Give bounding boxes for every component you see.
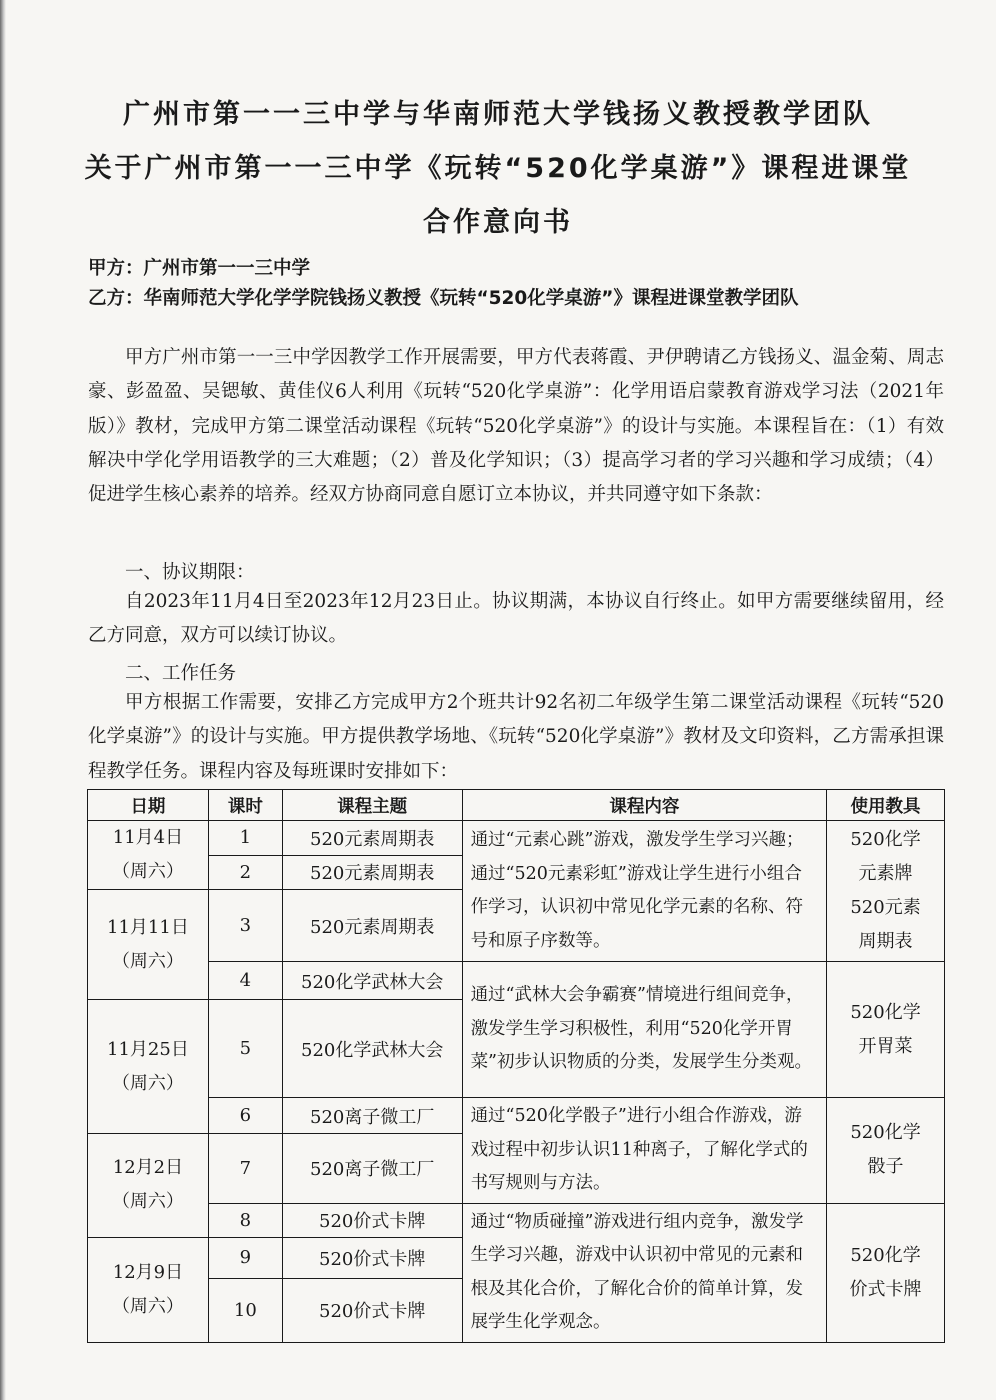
- tool-cell: [827, 962, 945, 1098]
- content-cell: 通过“520化学骰子”进行小组合作游戏，游戏过程中初步认识11种离子，了解化学式的书写规则与方法。: [462, 1098, 827, 1204]
- intro-paragraph: 甲方广州市第一一三中学因教学工作开展需要，甲方代表蒋霞、尹伊聘请乙方钱扬义、温金菊、周志豪、彭盈盈、吴锶敏、黄佳仪6人利用《玩转“520化学桌游”：化学用语启蒙教育游戏学习法（2021年版）》教材，完成甲方第二课堂活动课程《玩转“520化学桌游”》的设计与实施。本课程旨在：（1）有效解决中学化学用语教学的三大难题；（2）普及化学知识；（3）提高学习者的学习兴趣和学习成绩；（4）促进学生核心素养的培养。经双方协商同意自愿订立本协议，并共同遵守如下条款：: [88, 347, 944, 506]
- lesson-cell: 3: [208, 890, 282, 962]
- table-header-row: [88, 790, 945, 821]
- lesson-cell: 6: [208, 1098, 282, 1134]
- tool-cell: [827, 1098, 945, 1204]
- date-text: 11月11日: [107, 916, 189, 938]
- title-line-3: 合作意向书: [423, 207, 573, 238]
- tool-cell: [827, 1203, 945, 1342]
- tool-text: 骰子: [867, 1156, 904, 1178]
- lesson-cell: 8: [208, 1203, 282, 1237]
- topic-cell: 520价式卡牌: [282, 1237, 462, 1278]
- tool-text: 520化学: [850, 1244, 921, 1266]
- header-content: 课程内容: [462, 790, 827, 821]
- party-a: [88, 254, 310, 280]
- table-row: [88, 962, 945, 1000]
- section-1-heading: 一、协议期限：: [125, 562, 255, 583]
- content-cell: 通过“元素心跳”游戏，激发学生学习兴趣；通过“520元素彩虹”游戏让学生进行小组合作学习，认识初中常见化学元素的名称、符号和原子序数等。: [462, 821, 827, 962]
- lesson-cell: 9: [208, 1237, 282, 1278]
- title-line-2: 关于广州市第一一三中学《玩转“520化学桌游”》课程进课堂: [84, 153, 912, 184]
- topic-cell: 520离子微工厂: [282, 1098, 462, 1134]
- header-topic: 课程主题: [282, 790, 462, 821]
- party-a-value: 广州市第一一三中学: [143, 258, 311, 279]
- lesson-cell: 2: [208, 855, 282, 890]
- date-cell: [88, 1134, 209, 1238]
- section-2-heading: 二、工作任务: [125, 663, 237, 684]
- date-cell: [88, 821, 209, 890]
- header-date: 日期: [88, 790, 209, 821]
- party-b: [88, 284, 798, 310]
- topic-cell: 520价式卡牌: [282, 1278, 462, 1342]
- lesson-cell: 10: [208, 1278, 282, 1342]
- topic-cell: 520价式卡牌: [282, 1203, 462, 1237]
- content-cell: 通过“物质碰撞”游戏进行组内竞争，激发学生学习兴趣，游戏中认识初中常见的元素和根及其化合价，了解化合价的简单计算，发展学生化学观念。: [462, 1203, 827, 1342]
- date-text: 11月25日: [107, 1038, 189, 1060]
- header-lesson: 课时: [208, 790, 282, 821]
- title-line-1: 广州市第一一三中学与华南师范大学钱扬义教授教学团队: [123, 99, 873, 130]
- section-1-text: 自2023年11月4日至2023年12月23日止。协议期满，本协议自行终止。如甲方需要继续留用，经乙方同意，双方可以续订协议。: [88, 591, 944, 647]
- topic-cell: 520元素周期表: [282, 821, 462, 856]
- tool-cell: [827, 821, 945, 962]
- content-cell: 通过“武林大会争霸赛”情境进行组间竞争，激发学生学习积极性，利用“520化学开胃菜”初步认识物质的分类，发展学生分类观。: [462, 962, 827, 1098]
- tool-text: 周期表: [858, 931, 913, 952]
- party-b-value: 华南师范大学化学学院钱扬义教授《玩转“520化学桌游”》课程进课堂教学团队: [143, 288, 799, 309]
- tool-text: 520化学: [850, 829, 921, 850]
- topic-cell: 520化学武林大会: [282, 1000, 462, 1098]
- tool-text: 520化学: [850, 1122, 921, 1144]
- party-b-label: 乙方：: [88, 288, 144, 309]
- tool-text: 520元素: [850, 897, 921, 918]
- weekday-text: （周六）: [111, 950, 184, 972]
- table-row: [88, 1098, 945, 1134]
- tool-text: 520化学: [850, 1001, 921, 1023]
- tool-text: 开胃菜: [858, 1035, 913, 1057]
- lesson-cell: 7: [208, 1134, 282, 1204]
- topic-cell: 520离子微工厂: [282, 1134, 462, 1204]
- topic-cell: 520化学武林大会: [282, 962, 462, 1000]
- table-row: [88, 821, 945, 856]
- date-cell: [88, 1000, 209, 1134]
- party-a-label: 甲方：: [88, 258, 144, 279]
- date-text: 12月2日: [112, 1157, 184, 1179]
- tool-text: 价式卡牌: [849, 1278, 922, 1300]
- date-cell: [88, 890, 209, 1000]
- date-cell: [88, 1237, 209, 1342]
- lesson-cell: 1: [208, 821, 282, 856]
- date-text: 12月9日: [112, 1261, 184, 1283]
- topic-cell: 520元素周期表: [282, 890, 462, 962]
- weekday-text: （周六）: [111, 861, 184, 882]
- lesson-cell: 5: [208, 1000, 282, 1098]
- topic-cell: 520元素周期表: [282, 855, 462, 890]
- date-text: 11月4日: [112, 827, 184, 848]
- header-tool: 使用教具: [827, 790, 945, 821]
- weekday-text: （周六）: [111, 1072, 184, 1094]
- lesson-cell: 4: [208, 962, 282, 1000]
- weekday-text: （周六）: [111, 1191, 184, 1213]
- table-row: [88, 1203, 945, 1237]
- weekday-text: （周六）: [111, 1295, 184, 1317]
- section-2-text: 甲方根据工作需要，安排乙方完成甲方2个班共计92名初二年级学生第二课堂活动课程《玩转“520化学桌游”》的设计与实施。甲方提供教学场地、《玩转“520化学桌游”》教材及文印资料，乙方需承担课程教学任务。课程内容及每班课时安排如下：: [88, 692, 944, 782]
- tool-text: 元素牌: [858, 863, 913, 884]
- schedule-table: [87, 789, 945, 1343]
